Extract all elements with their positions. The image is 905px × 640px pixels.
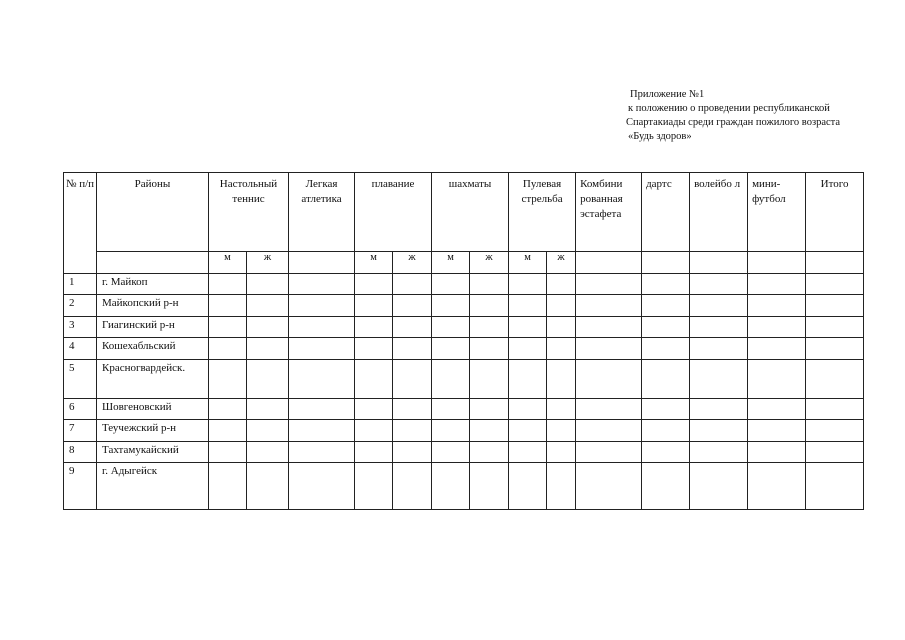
empty-cell <box>470 420 509 442</box>
col-header-tennis: Настольный теннис <box>209 173 289 252</box>
annex-line-spartakiad: Спартакиады среди граждан пожилого возраста <box>626 117 841 128</box>
subheader-female: ж <box>393 252 432 274</box>
empty-cell <box>247 274 289 295</box>
empty-cell <box>642 274 690 295</box>
district-name: Майкопский р-н <box>97 295 209 317</box>
empty-cell <box>642 295 690 317</box>
empty-cell <box>393 399 432 420</box>
empty-cell <box>576 274 642 295</box>
table-row <box>64 360 864 399</box>
empty-cell <box>432 295 470 317</box>
row-number: 9 <box>64 463 97 510</box>
header-row <box>64 173 864 252</box>
empty-cell <box>509 420 547 442</box>
empty-cell <box>247 338 289 360</box>
district-name: г. Майкоп <box>97 274 209 295</box>
subheader-cell <box>97 252 209 274</box>
empty-cell <box>748 420 806 442</box>
annex-line-regulation: к положению о проведении республиканской <box>628 103 830 114</box>
col-header-chess: шахматы <box>432 173 509 252</box>
empty-cell <box>642 463 690 510</box>
col-header-relay: Комбини рованная эстафета <box>576 173 642 252</box>
table-row <box>64 295 864 317</box>
empty-cell <box>393 317 432 338</box>
empty-cell <box>509 442 547 463</box>
empty-cell <box>289 442 355 463</box>
district-name: Красногвардейск. <box>97 360 209 399</box>
empty-cell <box>547 442 576 463</box>
col-header-volleyball: волейбо л <box>690 173 748 252</box>
empty-cell <box>806 317 864 338</box>
empty-cell <box>576 295 642 317</box>
empty-cell <box>547 463 576 510</box>
results-table <box>63 172 864 510</box>
empty-cell <box>576 420 642 442</box>
empty-cell <box>806 442 864 463</box>
row-number: 3 <box>64 317 97 338</box>
row-number: 5 <box>64 360 97 399</box>
empty-cell <box>355 295 393 317</box>
empty-cell <box>576 360 642 399</box>
empty-cell <box>806 274 864 295</box>
empty-cell <box>247 420 289 442</box>
empty-cell <box>547 274 576 295</box>
row-number: 8 <box>64 442 97 463</box>
district-name: г. Адыгейск <box>97 463 209 510</box>
subheader-cell <box>690 252 748 274</box>
subheader-female: ж <box>247 252 289 274</box>
empty-cell <box>509 399 547 420</box>
subheader-male: м <box>209 252 247 274</box>
empty-cell <box>289 317 355 338</box>
annex-block <box>626 88 901 144</box>
empty-cell <box>247 442 289 463</box>
col-header-total: Итого <box>806 173 864 252</box>
col-header-num: № п/п <box>64 173 97 274</box>
table-row <box>64 274 864 295</box>
district-name: Гиагинский р-н <box>97 317 209 338</box>
empty-cell <box>393 420 432 442</box>
empty-cell <box>393 338 432 360</box>
empty-cell <box>690 360 748 399</box>
empty-cell <box>547 295 576 317</box>
empty-cell <box>576 338 642 360</box>
empty-cell <box>209 317 247 338</box>
empty-cell <box>748 399 806 420</box>
empty-cell <box>748 463 806 510</box>
empty-cell <box>247 317 289 338</box>
empty-cell <box>289 295 355 317</box>
empty-cell <box>547 420 576 442</box>
empty-cell <box>509 274 547 295</box>
col-header-darts: дартс <box>642 173 690 252</box>
empty-cell <box>355 442 393 463</box>
empty-cell <box>393 442 432 463</box>
subheader-cell <box>289 252 355 274</box>
empty-cell <box>509 295 547 317</box>
empty-cell <box>432 317 470 338</box>
district-name: Теучежский р-н <box>97 420 209 442</box>
empty-cell <box>690 399 748 420</box>
annex-line-motto: «Будь здоров» <box>628 131 692 142</box>
annex-title: Приложение №1 <box>630 89 705 100</box>
empty-cell <box>209 274 247 295</box>
empty-cell <box>690 420 748 442</box>
subheader-cell <box>642 252 690 274</box>
empty-cell <box>355 274 393 295</box>
empty-cell <box>209 399 247 420</box>
empty-cell <box>432 399 470 420</box>
table-row <box>64 399 864 420</box>
col-header-district: Районы <box>97 173 209 252</box>
district-name: Шовгеновский <box>97 399 209 420</box>
empty-cell <box>806 360 864 399</box>
empty-cell <box>690 274 748 295</box>
table-row <box>64 442 864 463</box>
gender-subheader-row <box>64 252 864 274</box>
subheader-cell <box>806 252 864 274</box>
empty-cell <box>509 317 547 338</box>
empty-cell <box>289 399 355 420</box>
empty-cell <box>806 399 864 420</box>
subheader-cell <box>748 252 806 274</box>
empty-cell <box>393 463 432 510</box>
subheader-cell <box>576 252 642 274</box>
subheader-male: м <box>432 252 470 274</box>
empty-cell <box>393 274 432 295</box>
empty-cell <box>547 317 576 338</box>
table-row <box>64 338 864 360</box>
empty-cell <box>470 360 509 399</box>
empty-cell <box>209 420 247 442</box>
subheader-male: м <box>509 252 547 274</box>
empty-cell <box>509 338 547 360</box>
empty-cell <box>806 338 864 360</box>
empty-cell <box>355 360 393 399</box>
empty-cell <box>209 338 247 360</box>
empty-cell <box>470 317 509 338</box>
empty-cell <box>576 463 642 510</box>
empty-cell <box>355 420 393 442</box>
empty-cell <box>806 420 864 442</box>
col-header-swimming: плавание <box>355 173 432 252</box>
empty-cell <box>393 295 432 317</box>
empty-cell <box>289 463 355 510</box>
empty-cell <box>432 420 470 442</box>
empty-cell <box>355 463 393 510</box>
empty-cell <box>247 463 289 510</box>
empty-cell <box>355 317 393 338</box>
empty-cell <box>470 295 509 317</box>
empty-cell <box>547 399 576 420</box>
empty-cell <box>432 274 470 295</box>
empty-cell <box>470 274 509 295</box>
empty-cell <box>247 360 289 399</box>
empty-cell <box>547 360 576 399</box>
empty-cell <box>690 338 748 360</box>
empty-cell <box>289 274 355 295</box>
empty-cell <box>470 442 509 463</box>
empty-cell <box>690 442 748 463</box>
col-header-athletics: Легкая атлетика <box>289 173 355 252</box>
empty-cell <box>470 399 509 420</box>
empty-cell <box>806 463 864 510</box>
empty-cell <box>690 317 748 338</box>
empty-cell <box>547 338 576 360</box>
district-name: Тахтамукайский <box>97 442 209 463</box>
empty-cell <box>642 420 690 442</box>
empty-cell <box>432 360 470 399</box>
empty-cell <box>209 442 247 463</box>
empty-cell <box>642 399 690 420</box>
empty-cell <box>576 442 642 463</box>
empty-cell <box>247 295 289 317</box>
empty-cell <box>748 274 806 295</box>
empty-cell <box>355 338 393 360</box>
empty-cell <box>748 295 806 317</box>
empty-cell <box>209 360 247 399</box>
empty-cell <box>432 338 470 360</box>
table-row <box>64 420 864 442</box>
empty-cell <box>289 338 355 360</box>
empty-cell <box>289 360 355 399</box>
district-name: Кошехабльский <box>97 338 209 360</box>
row-number: 6 <box>64 399 97 420</box>
row-number: 7 <box>64 420 97 442</box>
subheader-male: м <box>355 252 393 274</box>
empty-cell <box>289 420 355 442</box>
empty-cell <box>642 317 690 338</box>
empty-cell <box>748 338 806 360</box>
subheader-female: ж <box>547 252 576 274</box>
empty-cell <box>690 463 748 510</box>
row-number: 1 <box>64 274 97 295</box>
empty-cell <box>642 442 690 463</box>
col-header-shooting: Пулевая стрельба <box>509 173 576 252</box>
empty-cell <box>748 442 806 463</box>
empty-cell <box>509 463 547 510</box>
empty-cell <box>432 442 470 463</box>
empty-cell <box>576 317 642 338</box>
empty-cell <box>576 399 642 420</box>
empty-cell <box>470 463 509 510</box>
empty-cell <box>209 463 247 510</box>
table-row <box>64 317 864 338</box>
empty-cell <box>247 399 289 420</box>
empty-cell <box>470 338 509 360</box>
empty-cell <box>209 295 247 317</box>
empty-cell <box>806 295 864 317</box>
empty-cell <box>432 463 470 510</box>
row-number: 4 <box>64 338 97 360</box>
empty-cell <box>748 360 806 399</box>
subheader-female: ж <box>470 252 509 274</box>
empty-cell <box>355 399 393 420</box>
empty-cell <box>509 360 547 399</box>
empty-cell <box>642 338 690 360</box>
empty-cell <box>748 317 806 338</box>
table-row <box>64 463 864 510</box>
empty-cell <box>393 360 432 399</box>
row-number: 2 <box>64 295 97 317</box>
empty-cell <box>690 295 748 317</box>
empty-cell <box>642 360 690 399</box>
col-header-minifootball: мини-футбол <box>748 173 806 252</box>
